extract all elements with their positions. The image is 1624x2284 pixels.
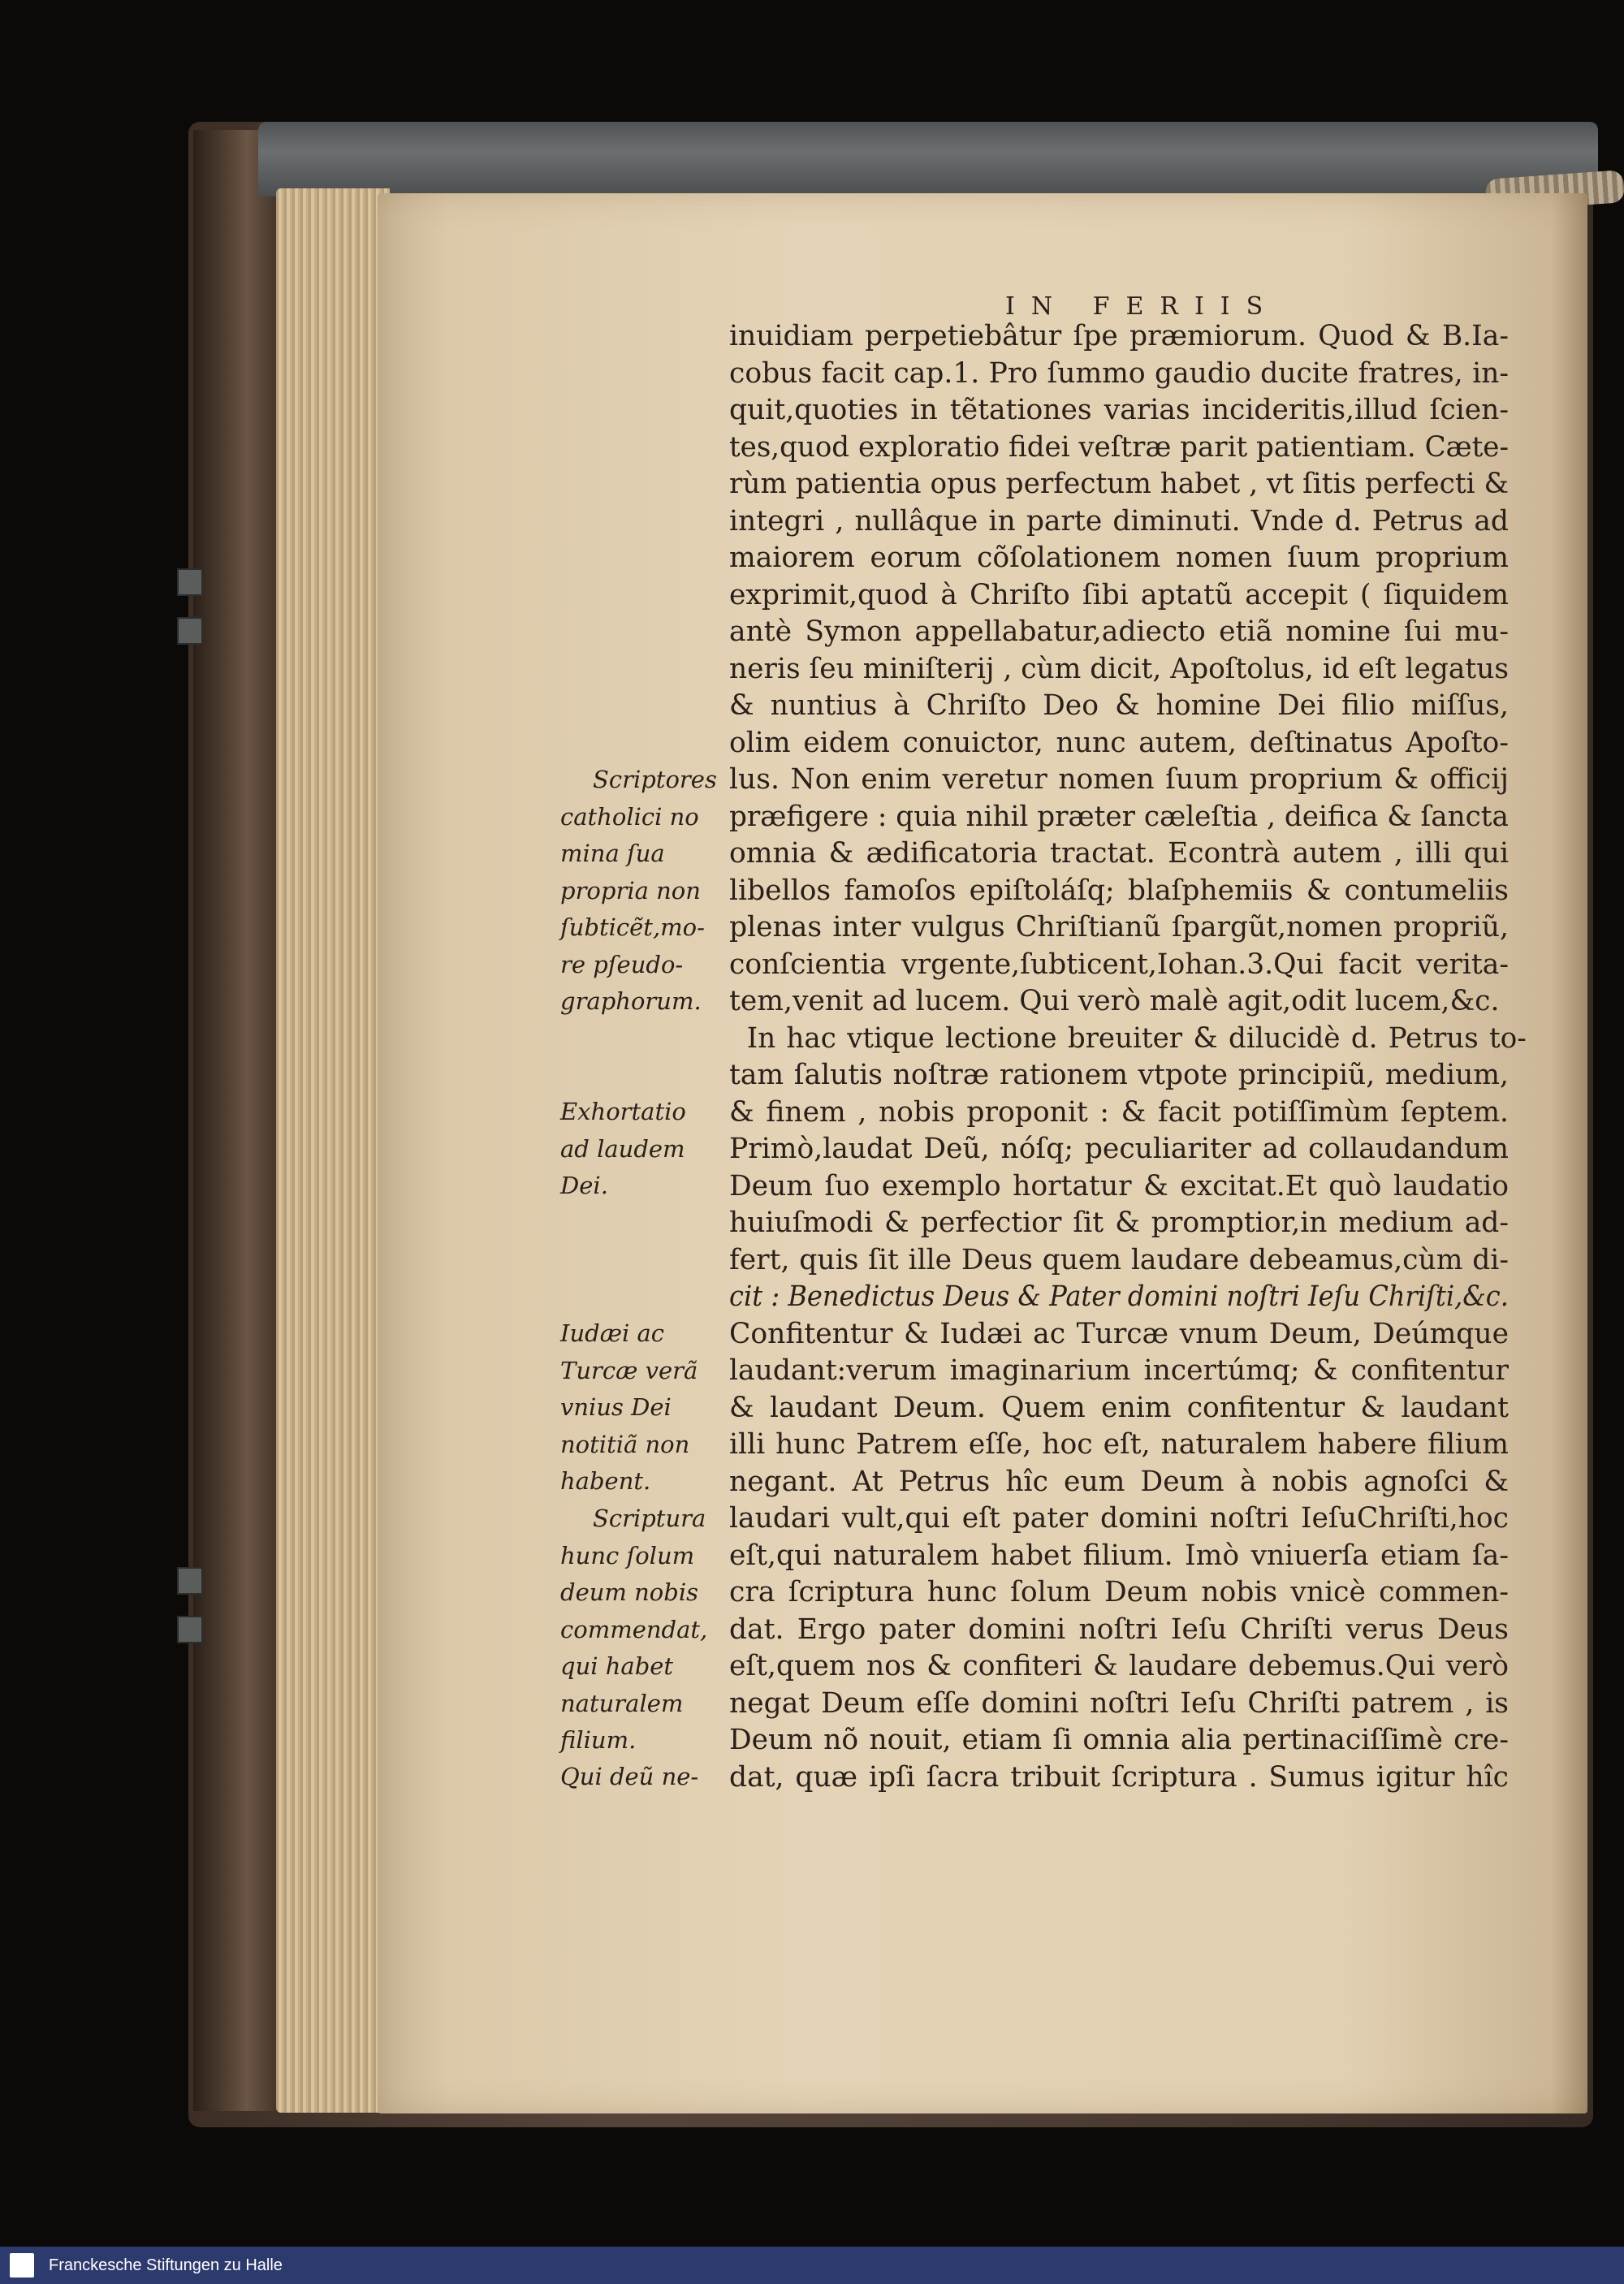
running-head: IN FERIIS bbox=[1005, 292, 1280, 321]
marginal-note-line: Dei. bbox=[560, 1172, 608, 1199]
body-line: negant. At Petrus hîc eum Deum à nobis agnoſci & bbox=[729, 1465, 1509, 1498]
footer-bar bbox=[0, 2247, 1624, 2284]
marginal-note bbox=[560, 1500, 723, 1759]
body-line: maiorem eorum cõſolationem nomen ſuum proprium bbox=[729, 542, 1509, 574]
marginal-note-line: Iudæi ac bbox=[560, 1319, 664, 1347]
body-line: neris ſeu miniſterij , cùm dicit, Apoſtolus, id eſt legatus bbox=[729, 652, 1510, 685]
body-line: plenas inter vulgus Chriſtianũ ſpargũt,nomen propriũ, bbox=[729, 911, 1509, 943]
body-line: omnia & ædificatoria tractat. Econtrà autem , illi qui bbox=[729, 837, 1509, 870]
marginal-note-line: filium. bbox=[560, 1726, 637, 1754]
body-line: negat Deum eſſe domini noſtri Ieſu Chriſti patrem , is bbox=[729, 1686, 1509, 1720]
body-line: dat, quæ ipſi ſacra tribuit ſcriptura . Sumus igitur hîc bbox=[729, 1760, 1509, 1794]
body-line: tem,venit ad lucem. Qui verò malè agit,odit lucem,&c. bbox=[729, 985, 1500, 1017]
page-edges bbox=[276, 188, 390, 2113]
body-line: & nuntius à Chriſto Deo & homine Dei filio miſſus, bbox=[729, 689, 1509, 722]
body-line: cit : Benedictus Deus & Pater domini noſtri Ieſu Chriſti,&c. bbox=[729, 1280, 1509, 1313]
body-line: conſcientia vrgente,ſubticent,Iohan.3.Qui facit verita- bbox=[729, 948, 1509, 981]
marginal-note-line: Turcæ verã bbox=[560, 1356, 698, 1384]
marginal-note-line: graphorum. bbox=[560, 987, 702, 1015]
marginal-note-line: deum nobis bbox=[560, 1578, 698, 1606]
body-line: Confitentur & Iudæi ac Turcæ vnum Deum, Deúmque bbox=[729, 1317, 1509, 1350]
clasp-icon bbox=[177, 617, 203, 645]
marginal-note-line: ad laudem bbox=[560, 1134, 685, 1163]
body-line: rùm patientia opus perfectum habet , vt ſitis perfecti & bbox=[729, 468, 1510, 500]
marginal-note-line: commendat, bbox=[560, 1615, 708, 1643]
body-line: Primò,laudat Deũ, nóſq; peculiariter ad collaudandum bbox=[729, 1133, 1509, 1165]
marginal-note-line: Scriptores bbox=[593, 766, 717, 793]
marginal-note-line: Exhortatio bbox=[560, 1098, 686, 1125]
marginal-note-line: catholici no bbox=[560, 802, 699, 831]
clasp-icon bbox=[177, 1567, 203, 1595]
body-line: Deum ſuo exemplo hortatur & excitat.Et quò laudatio bbox=[729, 1169, 1509, 1202]
marginal-note-line: ſubticẽt,mo- bbox=[560, 913, 705, 941]
body-line: huiuſmodi & perfectior ſit & promptior,in medium ad- bbox=[729, 1207, 1509, 1239]
body-line: quit,quoties in tẽtationes varias incideritis,illud ſcien- bbox=[729, 394, 1509, 426]
marginal-note-line: Qui deũ ne- bbox=[560, 1763, 699, 1790]
body-line: præfigere : quia nihil præter cæleſtia , deifica & ſancta bbox=[729, 800, 1509, 833]
body-line: olim eidem conuictor, nunc autem, deſtinatus Apoſto- bbox=[729, 726, 1509, 759]
body-line: antè Symon appellabatur,adiecto etiã nomine ſui mu- bbox=[729, 615, 1509, 648]
body-line: tam ſalutis noſtræ rationem vtpote principiũ, medium, bbox=[729, 1059, 1509, 1091]
body-line: exprimit,quod à Chriſto ſibi aptatũ accepit ( ſiquidem bbox=[729, 578, 1509, 611]
marginal-note-line: notitiã non bbox=[560, 1430, 690, 1458]
marginal-note-line: Scriptura bbox=[593, 1505, 706, 1532]
body-line: Deum nõ nouit, etiam ſi omnia alia pertinaciſſimè cre- bbox=[729, 1724, 1509, 1756]
institution-logo-icon bbox=[10, 2253, 34, 2278]
marginal-note bbox=[560, 1759, 723, 1796]
clasp-icon bbox=[177, 568, 203, 596]
body-line: cra ſcriptura hunc ſolum Deum nobis vnicè commen- bbox=[729, 1576, 1509, 1608]
clasp-icon bbox=[177, 1616, 203, 1643]
body-line: laudari vult,qui eſt pater domini noſtri IeſuChriſti,hoc bbox=[729, 1502, 1509, 1535]
body-line: dat. Ergo pater domini noſtri Ieſu Chriſti verus Deus bbox=[729, 1613, 1509, 1646]
book-top-board bbox=[258, 122, 1598, 196]
book-spine bbox=[193, 130, 283, 2111]
body-line: inuidiam perpetiebâtur ſpe præmiorum. Quod & B.Ia- bbox=[729, 320, 1509, 352]
marginal-note-line: mina ſua bbox=[560, 840, 665, 867]
body-line: tes,quod exploratio fidei veſtræ parit patientiam. Cæte- bbox=[729, 430, 1509, 464]
body-line: illi hunc Patrem eſſe, hoc eſt, naturalem habere filium bbox=[729, 1428, 1509, 1461]
body-line: lus. Non enim veretur nomen ſuum proprium & officij bbox=[729, 763, 1509, 796]
body-line: In hac vtique lectione breuiter & dilucidè d. Petrus to- bbox=[746, 1021, 1527, 1055]
body-line: laudant:verum imaginarium incertúmq; & confitentur bbox=[729, 1354, 1509, 1387]
body-line: cobus facit cap.1. Pro ſummo gaudio ducite fratres, in- bbox=[729, 356, 1509, 390]
footer-credit: Franckesche Stiftungen zu Halle bbox=[49, 2256, 283, 2274]
body-line: libellos famoſos epiſtoláſq; blaſphemiis & contumeliis bbox=[729, 874, 1509, 907]
marginal-note bbox=[560, 762, 723, 1021]
marginal-note-line: naturalem bbox=[560, 1689, 684, 1717]
marginal-note bbox=[560, 1094, 723, 1205]
marginal-note-line: propria non bbox=[560, 876, 701, 905]
marginal-note-line: vnius Dei bbox=[560, 1393, 672, 1421]
body-line: & laudant Deum. Quem enim confitentur & laudant bbox=[729, 1391, 1509, 1424]
marginal-note-line: qui habet bbox=[560, 1652, 674, 1680]
body-line: & finem , nobis proponit : & facit potiſſimùm ſeptem. bbox=[729, 1095, 1509, 1129]
marginal-note bbox=[560, 1315, 723, 1500]
body-line: fert, quis ſit ille Deus quem laudare debeamus,cùm di- bbox=[729, 1243, 1509, 1276]
body-line: eſt,qui naturalem habet filium. Imò vniuerſa etiam ſa- bbox=[729, 1539, 1509, 1572]
body-text bbox=[729, 318, 1527, 1796]
marginal-note-line: habent. bbox=[560, 1467, 651, 1495]
body-line: integri , nullâque in parte diminuti. Vnde d. Petrus ad bbox=[729, 504, 1509, 538]
body-line: eſt,quem nos & confiteri & laudare debemus.Qui verò bbox=[729, 1650, 1509, 1682]
marginal-note-line: re pſeudo- bbox=[560, 950, 684, 978]
marginal-note-line: hunc ſolum bbox=[560, 1541, 695, 1569]
